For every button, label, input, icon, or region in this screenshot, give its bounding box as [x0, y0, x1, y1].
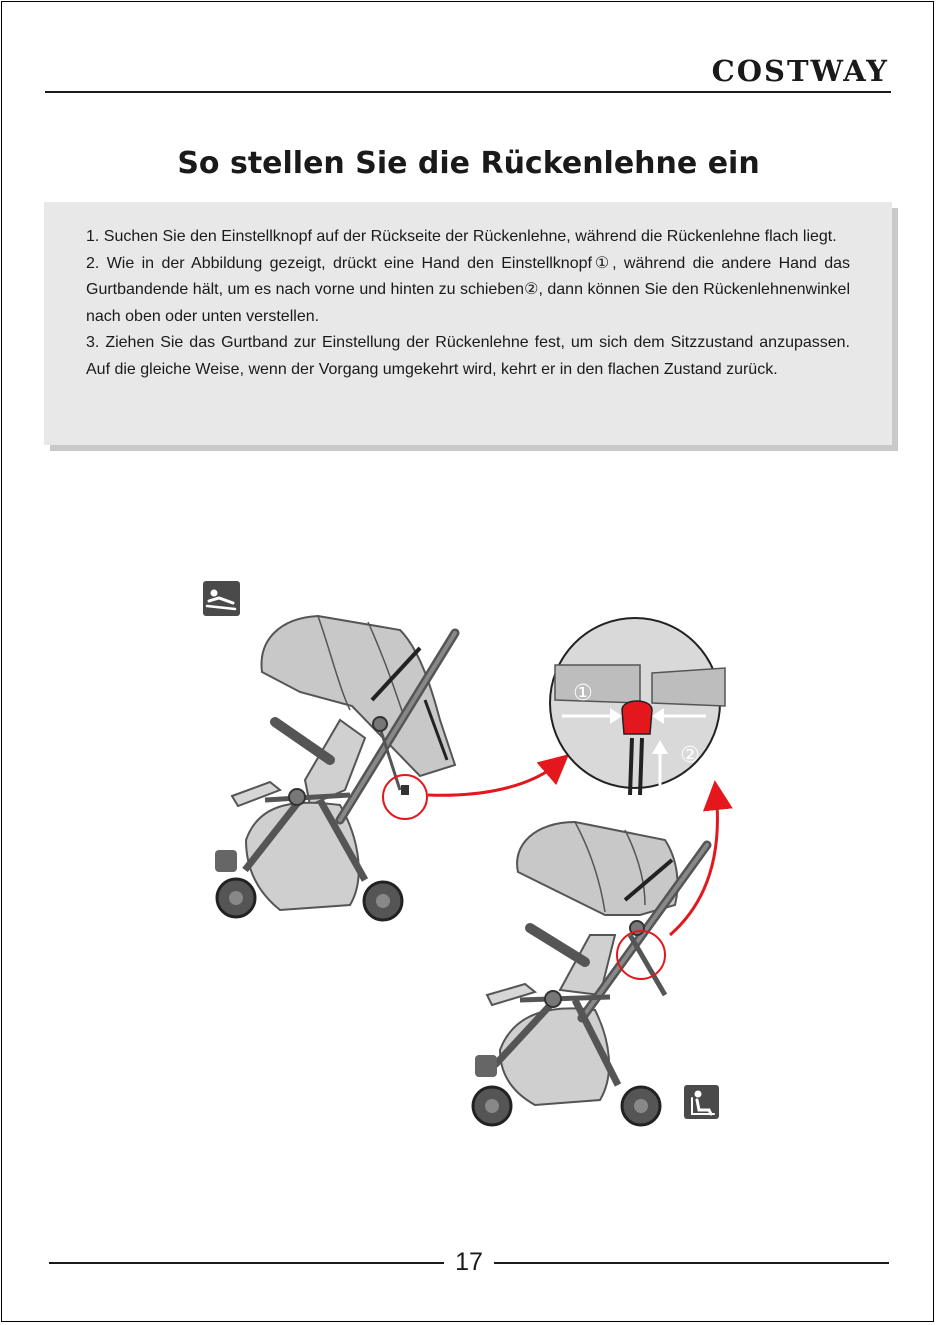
footer-rule-left: [49, 1262, 444, 1264]
detail-marker-1: ①: [573, 681, 593, 706]
brand-logo: COSTWAY: [711, 54, 889, 88]
page-number: 17: [455, 1248, 483, 1276]
seated-position-icon: [684, 1085, 719, 1119]
instruction-step-3: 3. Ziehen Sie das Gurtband zur Einstellung der Rückenlehne fest, um sich dem Sitzzustand anzupassen. Auf die gleiche Weise, wenn der Vorgang umgekehrt wird, kehrt er in den flachen Zustand zurück.: [86, 334, 850, 378]
detail-marker-2: ②: [680, 743, 700, 768]
stroller-flat: [215, 616, 455, 920]
instruction-step-1: 1. Suchen Sie den Einstellknopf auf der Rückseite der Rückenlehne, während die Rückenlehne flach liegt.: [86, 228, 837, 245]
page-title: So stellen Sie die Rückenlehne ein: [177, 146, 760, 181]
stroller-seated: [473, 822, 707, 1125]
detail-magnifier: [550, 618, 725, 795]
footer-rule-right: [494, 1262, 889, 1264]
instruction-step-2: 2. Wie in der Abbildung gezeigt, drückt eine Hand den Einstellknopf①, während die andere Hand das Gurtbandende hält, um es nach vorne und hinten zu schieben②, dann können Sie den Rückenlehnenwinkel nach oben oder unten verstellen.: [86, 254, 850, 325]
recline-flat-icon: [203, 581, 240, 616]
